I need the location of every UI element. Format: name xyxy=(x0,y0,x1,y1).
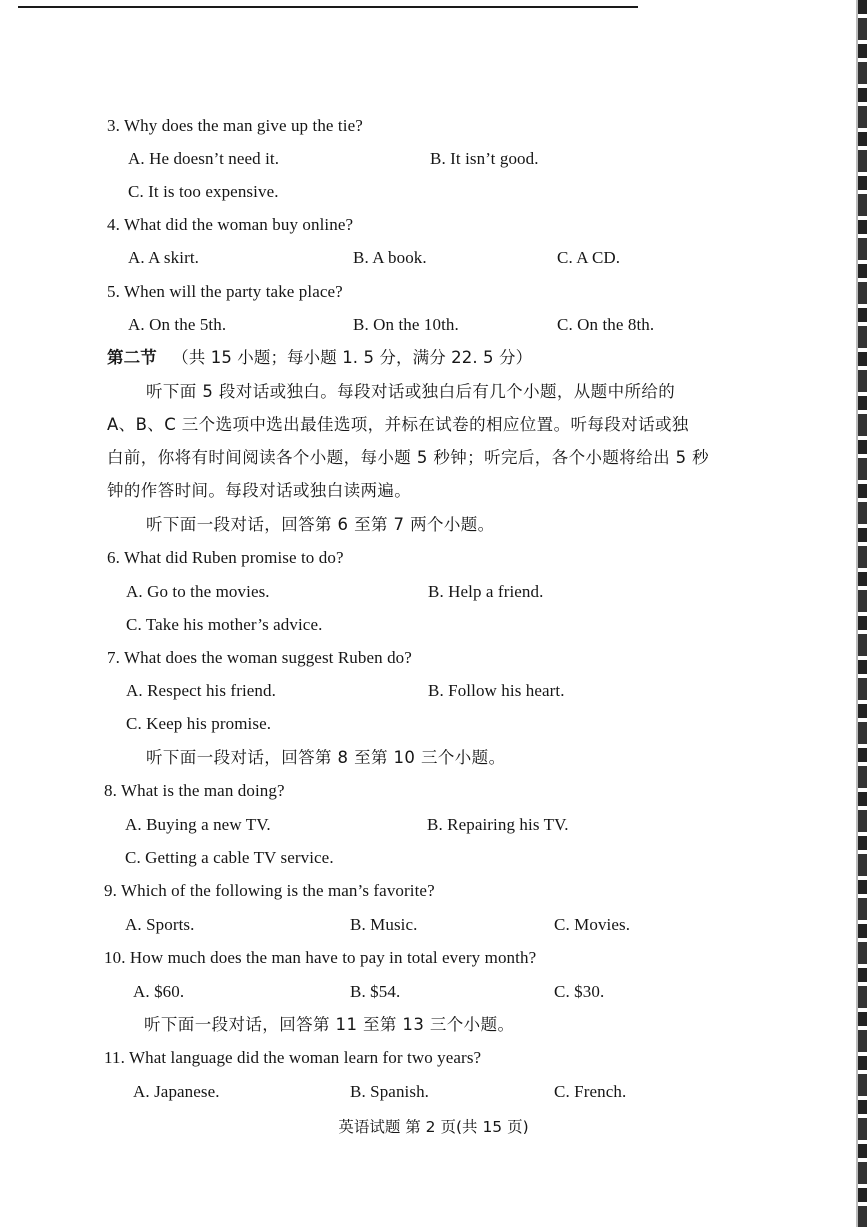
q3-option-c: C. It is too expensive. xyxy=(128,182,279,201)
question-6: 6. What did Ruben promise to do? xyxy=(107,548,344,567)
direction-6-7: 听下面一段对话，回答第 6 至第 7 两个小题。 xyxy=(146,515,495,534)
q8-option-c: C. Getting a cable TV service. xyxy=(125,848,334,867)
q8-option-b: B. Repairing his TV. xyxy=(427,815,569,834)
q10-option-b: B. $54. xyxy=(350,982,401,1001)
question-4: 4. What did the woman buy online? xyxy=(107,215,354,234)
question-7: 7. What does the woman suggest Ruben do? xyxy=(107,648,412,667)
q8-option-a: A. Buying a new TV. xyxy=(125,815,271,834)
instructions-line-2: A、B、C 三个选项中选出最佳选项，并标在试卷的相应位置。听每段对话或独 xyxy=(107,415,689,434)
q4-option-a: A. A skirt. xyxy=(128,248,200,267)
q5-option-a: A. On the 5th. xyxy=(128,315,227,334)
section-title: 第二节 xyxy=(107,348,157,367)
q10-option-c: C. $30. xyxy=(554,982,605,1001)
q7-option-c: C. Keep his promise. xyxy=(126,714,272,733)
direction-8-10: 听下面一段对话，回答第 8 至第 10 三个小题。 xyxy=(146,748,506,767)
instructions-line-4: 钟的作答时间。每段对话或独白读两遍。 xyxy=(107,481,412,500)
top-rule xyxy=(18,6,638,8)
q11-option-a: A. Japanese. xyxy=(133,1082,220,1101)
q6-option-c: C. Take his mother’s advice. xyxy=(126,615,323,634)
direction-11-13: 听下面一段对话，回答第 11 至第 13 三个小题。 xyxy=(144,1015,515,1034)
section-heading xyxy=(107,347,532,369)
question-3: 3. Why does the man give up the tie? xyxy=(107,116,363,135)
page-footer: 英语试题 第 2 页(共 15 页) xyxy=(338,1118,529,1136)
q11-option-b: B. Spanish. xyxy=(350,1082,430,1101)
question-11: 11. What language did the woman learn for two years? xyxy=(104,1048,482,1067)
question-5: 5. When will the party take place? xyxy=(107,282,343,301)
q5-option-c: C. On the 8th. xyxy=(557,315,655,334)
instructions-line-1: 听下面 5 段对话或独白。每段对话或独白后有几个小题，从题中所给的 xyxy=(146,382,676,401)
q4-option-b: B. A book. xyxy=(353,248,427,267)
q9-option-a: A. Sports. xyxy=(125,915,195,934)
q5-option-b: B. On the 10th. xyxy=(353,315,459,334)
q6-option-b: B. Help a friend. xyxy=(428,582,544,601)
q11-option-c: C. French. xyxy=(554,1082,627,1101)
question-10: 10. How much does the man have to pay in total every month? xyxy=(104,948,537,967)
instructions-line-3: 白前，你将有时间阅读各个小题，每小题 5 秒钟；听完后，各个小题将给出 5 秒 xyxy=(107,448,710,467)
q4-option-c: C. A CD. xyxy=(557,248,621,267)
q7-option-a: A. Respect his friend. xyxy=(126,681,276,700)
q6-option-a: A. Go to the movies. xyxy=(126,582,270,601)
question-8: 8. What is the man doing? xyxy=(104,781,285,800)
section-subtitle: （共 15 小题；每小题 1. 5 分，满分 22. 5 分） xyxy=(172,348,533,367)
q9-option-b: B. Music. xyxy=(350,915,418,934)
q3-option-a: A. He doesn’t need it. xyxy=(128,149,280,168)
scan-edge-binding xyxy=(858,0,867,1227)
q10-option-a: A. $60. xyxy=(133,982,185,1001)
q9-option-c: C. Movies. xyxy=(554,915,631,934)
q3-option-b: B. It isn’t good. xyxy=(430,149,539,168)
q7-option-b: B. Follow his heart. xyxy=(428,681,565,700)
question-9: 9. Which of the following is the man’s favorite? xyxy=(104,881,435,900)
